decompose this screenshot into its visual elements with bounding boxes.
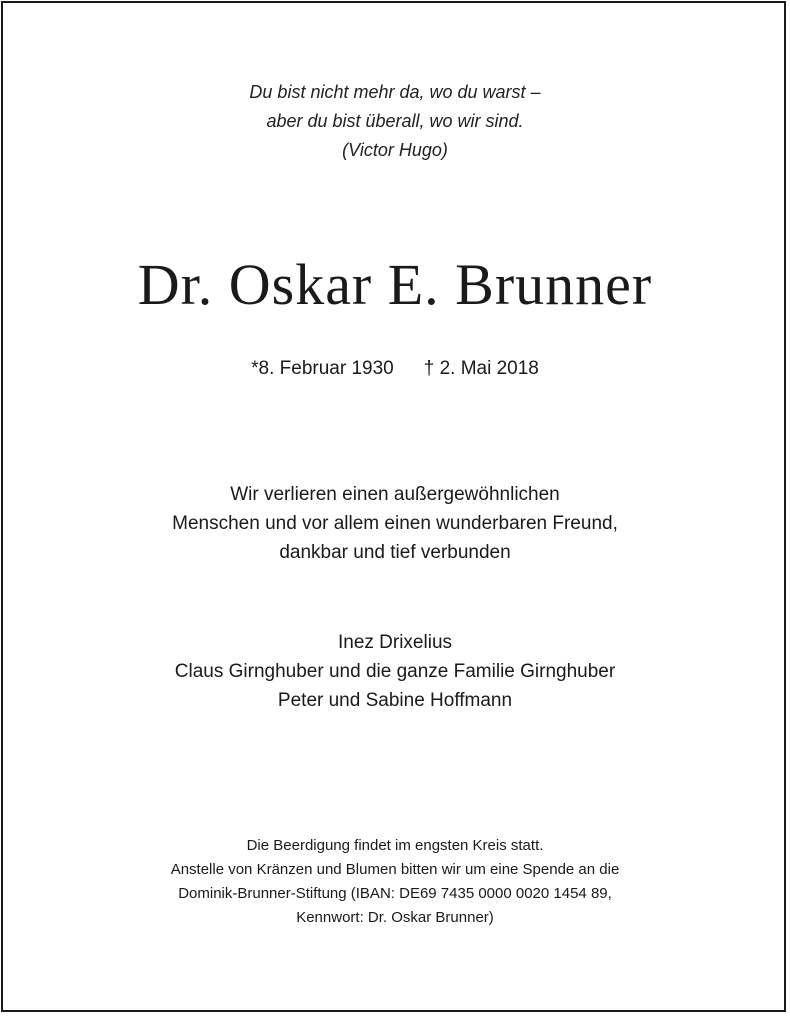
funeral-notice (0, 834, 790, 930)
quote-line-2: aber du bist überall, wo wir sind. (266, 111, 524, 131)
message-line-1: Wir verlieren einen außergewöhnlichen (230, 484, 560, 505)
mourner-1: Inez Drixelius (337, 632, 453, 653)
mourner-2: Claus Girnghuber und die ganze Familie Girnghuber (174, 661, 616, 682)
birth-date: *8. Februar 1930 (251, 358, 394, 379)
death-date: † 2. Mai 2018 (423, 358, 539, 379)
notice-line-4: Kennwort: Dr. Oskar Brunner) (296, 909, 494, 926)
mourner-3: Peter und Sabine Hoffmann (277, 690, 513, 711)
deceased-name: Dr. Oskar E. Brunner (137, 252, 653, 317)
notice-line-1: Die Beerdigung findet im engsten Kreis statt. (246, 837, 544, 854)
notice-line-3: Dominik-Brunner-Stiftung (IBAN: DE69 7435 0000 0020 1454 89, (178, 885, 612, 902)
quote-line-1: Du bist nicht mehr da, wo du warst – (249, 82, 541, 102)
quote-author: (Victor Hugo) (342, 140, 448, 160)
life-dates (0, 355, 790, 383)
notice-line-2: Anstelle von Kränzen und Blumen bitten wir um eine Spende an die (170, 861, 620, 878)
condolence-message (0, 480, 790, 567)
quote-block (0, 78, 790, 165)
message-line-2: Menschen und vor allem einen wunderbaren Freund, (172, 513, 618, 534)
mourners-list (0, 628, 790, 715)
message-line-3: dankbar und tief verbunden (279, 542, 511, 563)
